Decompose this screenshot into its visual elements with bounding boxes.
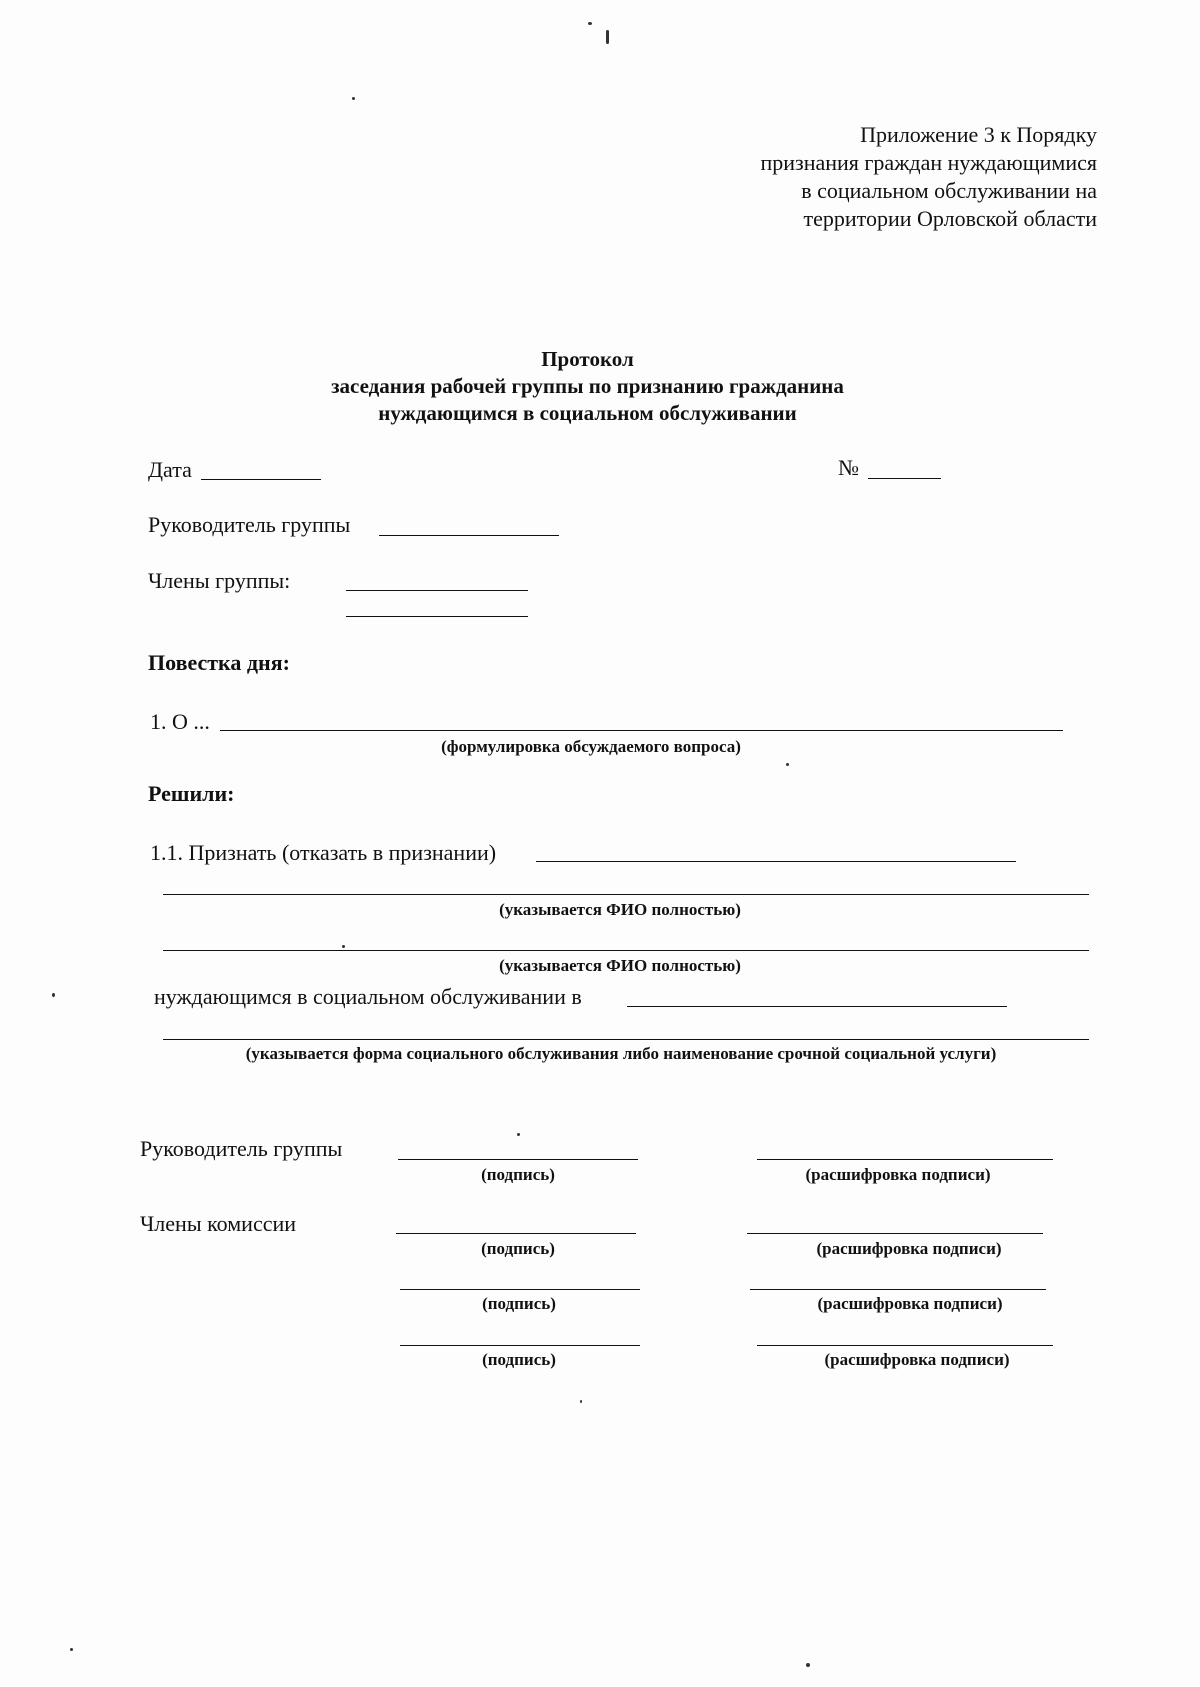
number-field-line[interactable] (868, 478, 941, 479)
group-member-field-line[interactable] (346, 590, 528, 591)
needy-text: нуждающимся в социальном обслуживании в (154, 984, 582, 1009)
group-head-label: Руководитель группы (148, 512, 351, 537)
scan-speck (342, 945, 345, 948)
signature-line[interactable] (398, 1159, 638, 1160)
signature-decoding-line[interactable] (747, 1233, 1043, 1234)
scan-speck (806, 1663, 810, 1667)
scan-speck (52, 993, 55, 997)
signature-caption: (подпись) (482, 1294, 556, 1313)
agenda-item-field-line[interactable] (220, 730, 1063, 731)
date-field-line[interactable] (201, 479, 321, 480)
service-field-line[interactable] (627, 1006, 1007, 1007)
decision-field-line[interactable] (536, 861, 1016, 862)
signature-decoding-caption: (расшифровка подписи) (824, 1350, 1010, 1369)
signature-caption: (подпись) (482, 1350, 556, 1369)
signatures-head-label: Руководитель группы (140, 1136, 343, 1161)
signatures-members-label: Члены комиссии (140, 1211, 297, 1236)
appendix-line-3: в социальном обслуживании на (801, 178, 1097, 203)
document-subtitle-line-1: заседания рабочей группы по признанию гражданина (331, 374, 844, 398)
signature-decoding-line[interactable] (757, 1159, 1053, 1160)
document-subtitle-line-2: нуждающимся в социальном обслуживании (378, 401, 797, 425)
agenda-item-1: 1. О ... (150, 709, 210, 734)
signature-decoding-line[interactable] (757, 1345, 1053, 1346)
signature-decoding-line[interactable] (750, 1289, 1046, 1290)
group-head-field-line[interactable] (379, 535, 559, 536)
agenda-heading: Повестка дня: (148, 650, 290, 675)
number-label: № (838, 455, 859, 480)
signature-decoding-caption: (расшифровка подписи) (817, 1294, 1003, 1313)
scan-speck (352, 97, 355, 100)
date-label: Дата (148, 457, 192, 482)
signature-caption: (подпись) (481, 1165, 555, 1184)
signature-line[interactable] (400, 1345, 640, 1346)
scan-speck (588, 22, 592, 25)
scan-speck (606, 30, 609, 44)
fio-caption-1: (указывается ФИО полностью) (499, 900, 741, 919)
signature-line[interactable] (400, 1289, 640, 1290)
fio-field-line-2[interactable] (163, 950, 1089, 951)
document-title: Протокол (541, 347, 634, 371)
decision-heading: Решили: (148, 781, 235, 806)
service-form-caption: (указывается форма социального обслуживания либо наименование срочной социальной услуги) (245, 1044, 997, 1063)
group-member-field-line[interactable] (346, 616, 528, 617)
decision-item: 1.1. Признать (отказать в признании) (150, 840, 497, 865)
signature-decoding-caption: (расшифровка подписи) (816, 1239, 1002, 1258)
appendix-line-2: признания граждан нуждающимися (760, 150, 1097, 175)
scan-speck (580, 1400, 582, 1403)
signature-line[interactable] (396, 1233, 636, 1234)
signature-caption: (подпись) (481, 1239, 555, 1258)
scan-speck (70, 1648, 73, 1651)
group-members-label: Члены группы: (148, 568, 291, 593)
scan-speck (786, 763, 789, 766)
agenda-item-caption: (формулировка обсуждаемого вопроса) (441, 737, 741, 756)
appendix-line-4: территории Орловской области (803, 206, 1097, 231)
signature-decoding-caption: (расшифровка подписи) (805, 1165, 991, 1184)
fio-caption-2: (указывается ФИО полностью) (499, 956, 741, 975)
scan-speck (517, 1133, 520, 1136)
fio-field-line-1[interactable] (163, 894, 1089, 895)
appendix-line-1: Приложение 3 к Порядку (860, 122, 1097, 147)
service-form-field-line[interactable] (163, 1039, 1089, 1040)
